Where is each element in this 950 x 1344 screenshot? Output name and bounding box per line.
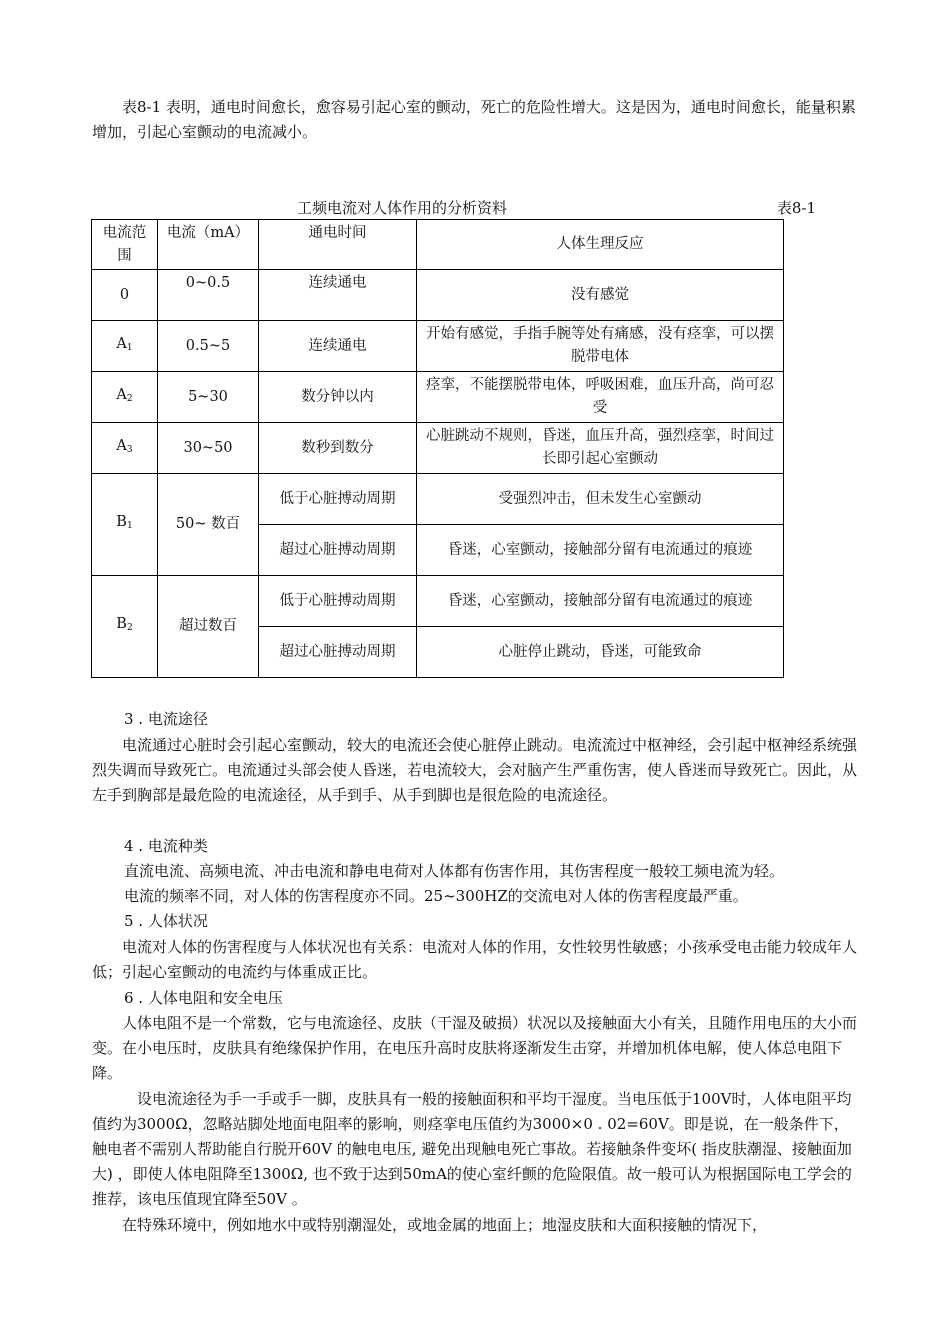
cell-duration: 超过心脏搏动周期 [259, 627, 417, 678]
cell-reaction: 心脏停止跳动，昏迷，可能致命 [417, 627, 784, 678]
header-duration: 通电时间 [259, 220, 417, 270]
cell-current: 0.5~5 [158, 321, 259, 372]
table-row [92, 372, 784, 423]
cell-range: $B_1$ [92, 474, 158, 576]
cell-duration: 超过心脏搏动周期 [259, 525, 417, 576]
header-current-ma: 电流（mA） [158, 220, 259, 270]
table-row [92, 474, 784, 525]
table-row [92, 270, 784, 321]
cell-range: $A_1$ [92, 321, 158, 372]
cell-current: 超过数百 [158, 576, 259, 678]
cell-range: $A_2$ [92, 372, 158, 423]
paragraph-body-resistance-1: 人体电阻不是一个常数，它与电流途径、皮肤（干湿及破损）状况以及接触面大小有关，且随作用电压的大小而变。在小电压时，皮肤具有绝缘保护作用，在电压升高时皮肤将逐渐发生击穿，并增加机体电解，使人体总电阻下降。 [92, 1014, 858, 1082]
cell-reaction: 没有感觉 [417, 270, 784, 321]
cell-reaction: 受强烈冲击，但未发生心室颤动 [417, 474, 784, 525]
table-number: 表8-1 [776, 199, 816, 217]
paragraph-body-condition: 电流对人体的伤害程度与人体状况也有关系：电流对人体的作用，女性较男性敏感；小孩承受电击能力较成年人低；引起心室颤动的电流约与体重成正比。 [92, 938, 858, 981]
cell-current: 30~50 [158, 423, 259, 474]
cell-duration: 数秒到数分 [259, 423, 417, 474]
cell-current: 5~30 [158, 372, 259, 423]
paragraph-current-type-1: 直流电流、高频电流、冲击电流和静电电荷对人体都有伤害作用，其伤害程度一般较工频电流为轻。 [124, 862, 785, 880]
cell-reaction: 开始有感觉，手指手腕等处有痛感，没有痉挛，可以摆脱带电体 [417, 321, 784, 372]
paragraph-special-environment: 在特殊环境中，例如地水中或特别潮湿处，或地金属的地面上；地湿皮肤和大面积接触的情况下， [122, 1216, 768, 1234]
table-header-row [92, 220, 784, 270]
electric-current-table [91, 219, 784, 678]
header-current-range: 电流范围 [92, 220, 158, 270]
cell-duration: 低于心脏搏动周期 [259, 576, 417, 627]
cell-current: 50~ 数百 [158, 474, 259, 576]
table-row [92, 423, 784, 474]
paragraph-body-resistance-2: 设电流途径为手一手或手一脚，皮肤具有一般的接触面积和平均干湿度。当电压低于100V时，人体电阻平均值约为3000Ω，忽略站脚处地面电阻率的影响，则痉挛电压值约为3000×0 . 02=60V。即是说，在一般条件下，触电者不需别人帮助能自行脱开60V 的触电电压, 避免出现触电死亡事故。若接触条件变坏( 指皮肤潮湿、接触面加大) ，即使人体电阻降至1300Ω, 也不致于达到50mA的使心室纤颤的危险限值。故一般可认为根据国际电工学会的推荐，该电压值现宜降至50V 。 [92, 1090, 852, 1208]
table-caption [92, 196, 816, 220]
cell-current: 0~0.5 [158, 270, 259, 321]
cell-duration: 低于心脏搏动周期 [259, 474, 417, 525]
table-row [92, 321, 784, 372]
section-heading-current-type: 4 . 电流种类 [124, 837, 208, 855]
paragraph-current-type-2: 电流的频率不同，对人体的伤害程度亦不同。25~300HZ的交流电对人体的伤害程度最严重。 [124, 887, 748, 905]
header-reaction: 人体生理反应 [417, 220, 784, 270]
table-row [92, 576, 784, 627]
section-heading-body-condition: 5 . 人体状况 [124, 912, 208, 930]
section-heading-current-path: 3 . 电流途径 [124, 710, 208, 728]
cell-range: 0 [92, 270, 158, 321]
cell-reaction: 心脏跳动不规则，昏迷，血压升高，强烈痉挛，时间过长即引起心室颤动 [417, 423, 784, 474]
cell-duration: 连续通电 [259, 321, 417, 372]
cell-duration: 数分钟以内 [259, 372, 417, 423]
cell-range: $B_2$ [92, 576, 158, 678]
paragraph-current-path: 电流通过心脏时会引起心室颤动，较大的电流还会使心脏停止跳动。电流流过中枢神经，会引起中枢神经系统强烈失调而导致死亡。电流通过头部会使人昏迷，若电流较大，会对脑产生严重伤害，使人昏迷而导致死亡。因此，从左手到胸部是最危险的电流途径，从手到手、从手到脚也是很危险的电流途径。 [92, 736, 858, 804]
cell-reaction: 昏迷，心室颤动，接触部分留有电流通过的痕迹 [417, 525, 784, 576]
intro-paragraph: 表8-1 表明，通电时间愈长，愈容易引起心室的颤动，死亡的危险性增大。这是因为，通电时间愈长，能量积累增加，引起心室颤动的电流减小。 [92, 98, 856, 141]
cell-duration: 连续通电 [259, 270, 417, 321]
section-heading-body-resistance: 6 . 人体电阻和安全电压 [124, 989, 283, 1007]
cell-reaction: 昏迷，心室颤动，接触部分留有电流通过的痕迹 [417, 576, 784, 627]
cell-range: $A_3$ [92, 423, 158, 474]
table-title: 工频电流对人体作用的分析资料 [297, 199, 508, 217]
cell-reaction: 痉挛，不能摆脱带电体，呼吸困难，血压升高，尚可忍受 [417, 372, 784, 423]
